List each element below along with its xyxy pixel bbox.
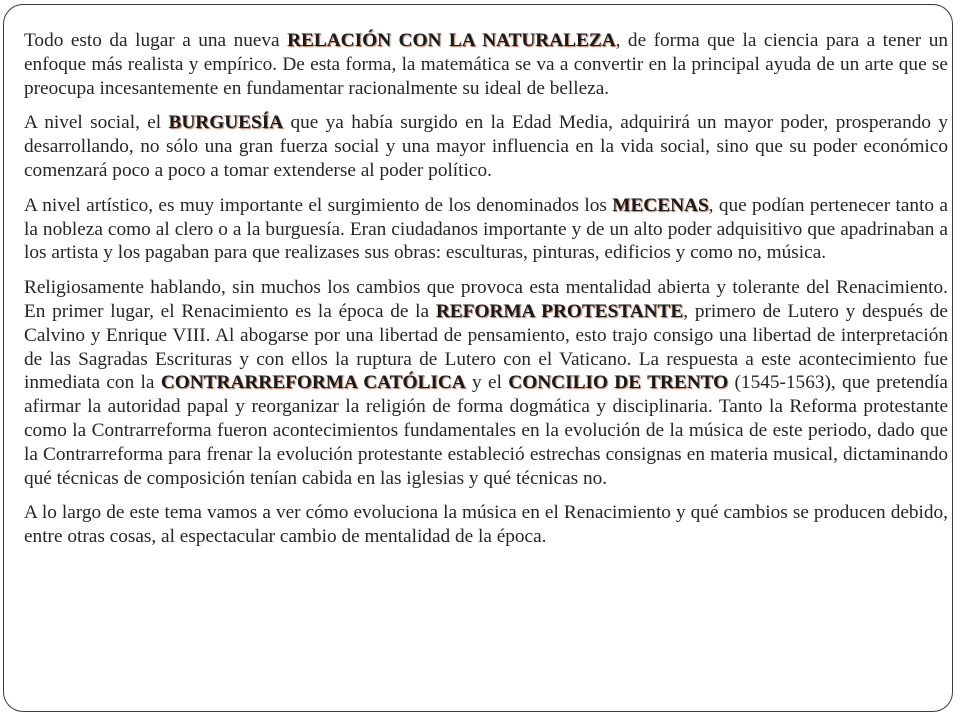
highlight-mecenas: MECENAS — [612, 194, 709, 216]
highlight-reforma-protestante: REFORMA PROTESTANTE — [435, 300, 684, 322]
paragraph-naturaleza: Todo esto da lugar a una nueva RELACIÓN CON LA NATURALEZA, de forma que la ciencia para a tener un enfoque más realista y empírico. De esta forma, la matemática se va a convertir en la principal ayuda de un arte que se preocupa incesantemente en fundamentar racionalmente su ideal de belleza. — [24, 30, 948, 99]
paragraph-reforma: Religiosamente hablando, sin muchos los cambios que provoca esta mentalidad abierta y tolerante del Renacimiento. En primer lugar, el Renacimiento es la época de la REFORMA PROTESTANTE, primero de Lutero y después de Calvino y Enrique VIII. Al abogarse por una libertad de pensamiento, esto trajo consigo una libertad de interpretación de las Sagradas Escrituras y con ellos la ruptura de Lutero con el Vaticano. La respuesta a este acontecimiento fue inmediata con la CONTRARREFORMA CATÓLICA y el CONCILIO DE TRENTO (1545-1563), que pretendía afirmar la autoridad papal y reorganizar la religión de forma dogmática y disciplinaria. Tanto la Reforma protestante como la Contrarreforma fueron acontecimientos fundamentales en la evolución de la música de este periodo, dado que la Contrarreforma para frenar la evolución protestante estableció estrechas consignas en materia musical, dictaminando qué técnicas de composición tenían cabida en las iglesias y qué técnicas no. — [24, 277, 948, 489]
highlight-burguesia: BURGUESÍA — [168, 112, 284, 134]
slide-content — [24, 29, 948, 560]
highlight-concilio-trento: CONCILIO DE TRENTO — [508, 372, 729, 394]
paragraph-burguesia: A nivel social, el BURGUESÍA que ya había surgido en la Edad Media, adquirirá un mayor poder, prosperando y desarrollando, no sólo una gran fuerza social y una mayor influencia en la vida social, sino que su poder económico comenzará poco a poco a tomar extenderse al poder político. — [24, 112, 949, 181]
highlight-contrarreforma: CONTRARREFORMA CATÓLICA — [160, 372, 466, 394]
paragraph-mecenas: A nivel artístico, es muy importante el surgimiento de los denominados los MECENAS, que podían pertenecer tanto a la nobleza como al clero o a la burguesía. Eran ciudadanos importante y de un alto poder adquisitivo que apadrinaban a los artista y los pagaban para que realizases sus obras: esculturas, pinturas, edificios y como no, música. — [24, 194, 948, 264]
paragraph-conclusion: A lo largo de este tema vamos a ver cómo evoluciona la música en el Renacimiento y qué cambios se producen debido, entre otras cosas, al espectacular cambio de mentalidad de la época. — [24, 502, 948, 548]
highlight-relacion-naturaleza: RELACIÓN CON LA NATURALEZA — [287, 30, 616, 51]
